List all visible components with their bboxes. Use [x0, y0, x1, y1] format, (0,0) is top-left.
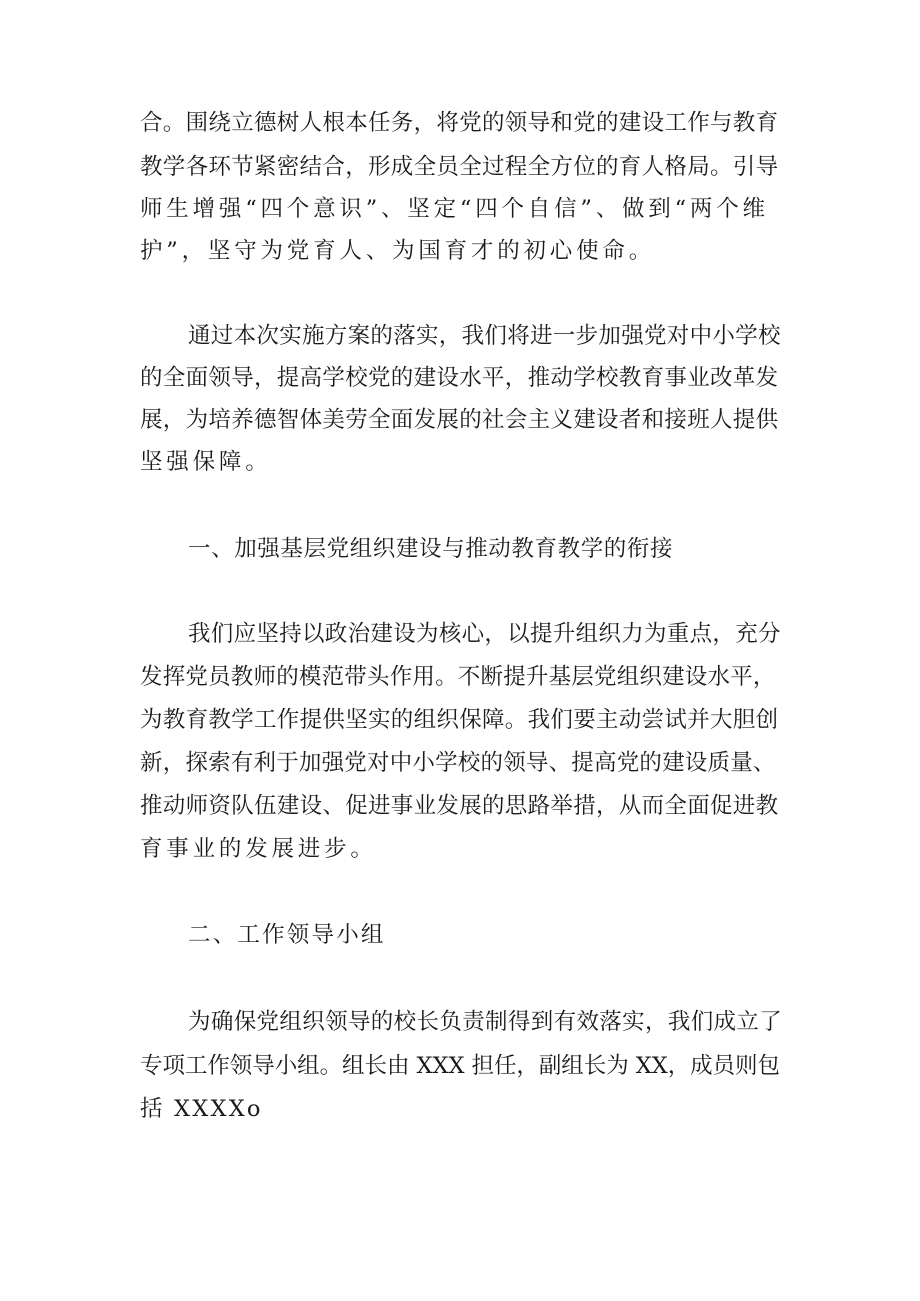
paragraph-2-line-4: 坚强保障。 — [140, 449, 272, 475]
paragraph-3-line-3: 为教育教学工作提供坚实的组织保障。我们要主动尝试并大胆创 — [140, 707, 779, 733]
paragraph-1-line-2: 教学各环节紧密结合，形成全员全过程全方位的育人格局。引导 — [140, 154, 779, 180]
paragraph-3-line-1: 我们应坚持以政治建设为核心，以提升组织力为重点，充分 — [188, 621, 781, 647]
section-heading-2: 二、工作领导小组 — [188, 922, 386, 948]
paragraph-1-line-3: 师生增强“四个意识”、坚定“四个自信”、做到“两个维 — [140, 196, 769, 222]
paragraph-2-line-2: 的全面领导，提高学校党的建设水平，推动学校教育事业改革发 — [140, 365, 779, 391]
paragraph-4-line-1: 为确保党组织领导的校长负责制得到有效落实，我们成立了 — [188, 1009, 783, 1035]
paragraph-2-line-3: 展，为培养德智体美劳全面发展的社会主义建设者和接班人提供 — [140, 407, 779, 433]
paragraph-1-line-1: 合。围绕立德树人根本任务，将党的领导和党的建设工作与教育 — [140, 110, 779, 136]
paragraph-3-line-6: 育事业的发展进步。 — [140, 836, 377, 862]
paragraph-3-line-4: 新，探索有利于加强党对中小学校的领导、提高党的建设质量、 — [140, 750, 776, 776]
paragraph-2-line-1: 通过本次实施方案的落实，我们将进一步加强党对中小学校 — [188, 323, 781, 349]
paragraph-3-line-5: 推动师资队伍建设、促进事业发展的思路举措，从而全面促进教 — [140, 793, 779, 819]
paragraph-3-line-2: 发挥党员教师的模范带头作用。不断提升基层党组织建设水平， — [140, 664, 776, 690]
paragraph-4-line-3: 括 XXXXo — [140, 1096, 263, 1122]
paragraph-4-line-2: 专项工作领导小组。组长由 XXX 担任，副组长为 XX，成员则包 — [140, 1053, 780, 1079]
section-heading-1: 一、加强基层党组织建设与推动教育教学的衔接 — [188, 536, 674, 562]
paragraph-1-line-4: 护”，坚守为党育人、为国育才的初心使命。 — [140, 238, 656, 264]
